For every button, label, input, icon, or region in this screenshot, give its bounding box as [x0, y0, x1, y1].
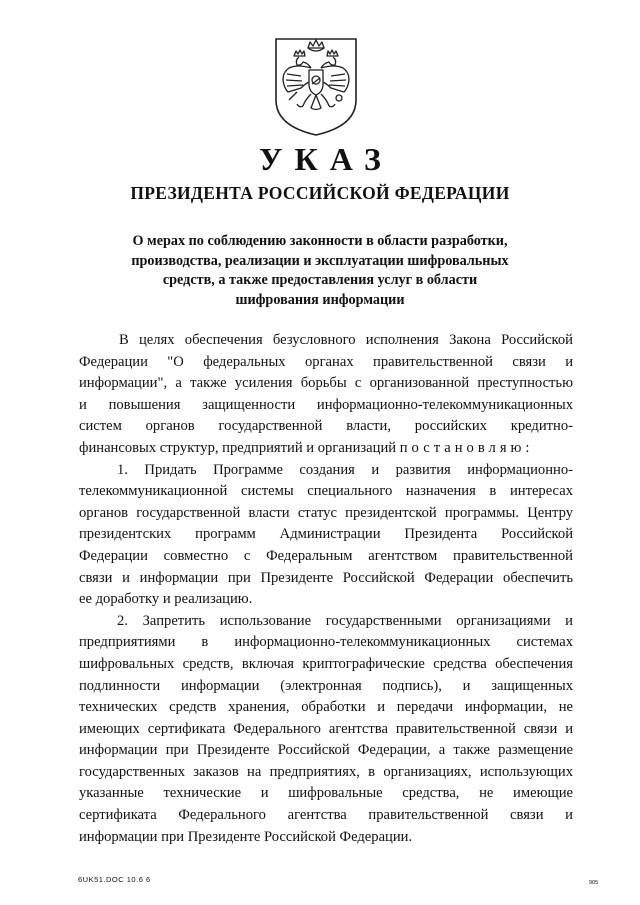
- decree-heading: [90, 232, 550, 310]
- paragraph-3-line: указанные технические и шифровальные средства, не имеющие: [79, 785, 573, 802]
- heading-line: средств, а также предоставления услуг в области: [162, 272, 478, 288]
- document-subtitle: ПРЕЗИДЕНТА РОССИЙСКОЙ ФЕДЕРАЦИИ: [130, 183, 510, 203]
- paragraph-3-line: государственных заказов на предприятиях, в организациях, использующих: [79, 763, 573, 780]
- page-mark: 905: [589, 880, 599, 886]
- paragraph-2-line: связи и информации при Президенте Российской Федерации обеспечить: [79, 569, 573, 586]
- paragraph-3-line: 2. Запретить использование государственными организациями и: [117, 612, 573, 629]
- heading-line: производства, реализации и эксплуатации шифровальных: [131, 252, 509, 269]
- paragraph-2-line: телекоммуникационной системы специального назначения в интересах: [79, 483, 573, 500]
- paragraph-1-line: В целях обеспечения безусловного исполнения Закона Российской: [119, 332, 573, 348]
- document-file-code: 6UK51.DOC 10.6 6: [78, 875, 151, 884]
- paragraph-1-line: Федерации "О федеральных органах правительственной связи и: [79, 353, 573, 370]
- heading-line: О мерах по соблюдению законности в области разработки,: [132, 233, 508, 249]
- paragraph-1-last-line: [79, 438, 573, 460]
- paragraph-2-line: ее доработку и реализацию.: [79, 591, 253, 608]
- paragraph-2-line: президентских программ Администрации Президента Российской: [79, 526, 573, 543]
- paragraph-2-line: 1. Придать Программе создания и развития информационно-: [117, 461, 573, 478]
- paragraph-3-line: информации при Президенте Российской Федерации, а также размещение: [79, 742, 573, 759]
- paragraph-2-line: Федерации совместно с Федеральным агентством правительственной: [79, 547, 573, 564]
- paragraph-3-line: предприятиями в информационно-телекоммуникационных системах: [79, 634, 573, 651]
- paragraph-1-line: информации", а также усиления борьбы с организованной преступностью: [79, 375, 573, 392]
- paragraph-1-line: систем органов государственной власти, российских кредитно-: [79, 418, 573, 435]
- paragraph-3-line: шифровальных средств, включая криптографические средства обеспечения: [79, 655, 573, 672]
- paragraph-3-line: сертификата Федерального агентства правительственной связи и: [79, 807, 573, 824]
- heading-line: шифрования информации: [235, 291, 405, 308]
- paragraph-1-line: финансовых структур, предприятий и организаций: [79, 439, 397, 456]
- paragraph-3-line: информации при Президенте Российской Федерации.: [79, 828, 413, 845]
- paragraph-3-line: подлинности информации (электронная подпись), и защищенных: [79, 677, 573, 694]
- coat-of-arms-emblem: [275, 38, 357, 136]
- document-title: УКАЗ: [259, 141, 393, 177]
- paragraph-3-line: имеющих сертификата Федерального агентства правительственной связи и: [79, 720, 573, 737]
- paragraph-3-line: технических средств хранения, обработки и передачи информации, не: [79, 699, 573, 716]
- paragraph-2-line: органов государственной власти статус президентской программы. Центру: [79, 504, 573, 521]
- decree-body: [79, 330, 573, 848]
- decree-word: постановляю:: [399, 439, 534, 456]
- paragraph-1-line: и повышения защищенности информационно-телекоммуникационных: [79, 396, 573, 413]
